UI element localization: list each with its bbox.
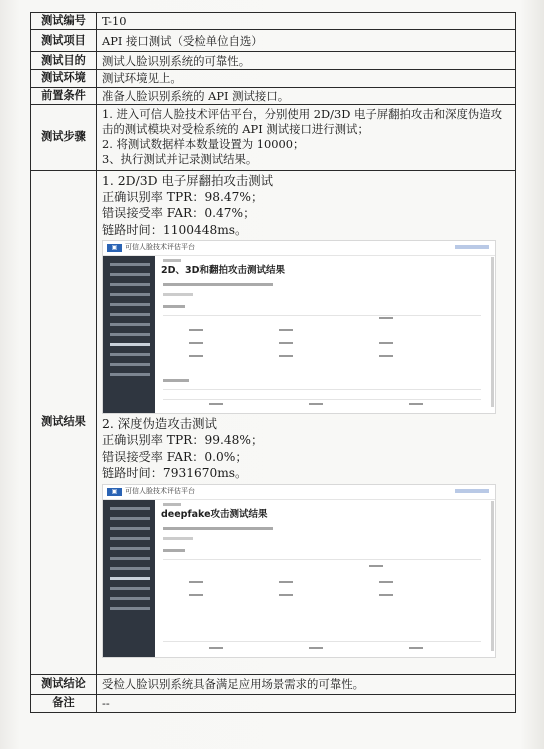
result-1-tpr: 正确识别率 TPR：98.47%； [102, 189, 264, 204]
platform-name: 可信人脸技术评估平台 [125, 486, 195, 495]
label-test-item: 测试项目 [31, 30, 97, 52]
label-preconditions: 前置条件 [31, 87, 97, 104]
row-test-id [31, 13, 516, 30]
label-test-purpose: 测试目的 [31, 52, 97, 70]
platform-logo-icon: ▣ [107, 488, 122, 496]
platform-name: 可信人脸技术评估平台 [125, 243, 195, 252]
result-2-tpr: 正确识别率 TPR：99.48%； [102, 433, 264, 448]
screenshot-heading: deepfake攻击测试结果 [161, 508, 268, 520]
result-1-screenshot [102, 240, 496, 414]
label-test-steps: 测试步骤 [31, 104, 97, 170]
screenshot-topbar [103, 241, 495, 256]
value-test-results [97, 170, 516, 674]
value-test-environment: 测试环境见上。 [97, 70, 516, 87]
row-preconditions [31, 87, 516, 104]
user-area [455, 489, 489, 493]
result-1-time: 链路时间：1100448ms。 [102, 222, 248, 237]
label-test-environment: 测试环境 [31, 70, 97, 87]
row-test-purpose [31, 52, 516, 70]
platform-logo-icon: ▣ [107, 244, 122, 252]
row-test-results [31, 170, 516, 674]
result-2-far: 错误接受率 FAR：0.0%； [102, 449, 248, 464]
step-1: 1. 进入可信人脸技术评估平台，分别使用 2D/3D 电子屏翻拍攻击和深度伪造攻击的测试模块对受检系统的 API 测试接口进行测试； [102, 107, 503, 137]
screenshot-scrollbar [491, 257, 494, 407]
result-2-screenshot [102, 484, 496, 658]
result-1-title: 1. 2D/3D 电子屏翻拍攻击测试 [102, 172, 274, 188]
row-test-environment [31, 70, 516, 87]
value-preconditions: 准备人脸识别系统的 API 测试接口。 [97, 87, 516, 104]
step-2: 2. 将测试数据样本数量设置为 10000； [102, 137, 305, 152]
screenshot-topbar [103, 485, 495, 500]
result-2-time: 链路时间：7931670ms。 [102, 466, 248, 481]
user-area [455, 245, 489, 249]
screenshot-main [159, 257, 491, 413]
screenshot-scrollbar [491, 501, 494, 651]
step-3: 3、执行测试并记录测试结果。 [102, 152, 258, 167]
value-conclusion: 受检人脸识别系统具备满足应用场景需求的可靠性。 [97, 674, 516, 694]
label-test-results: 测试结果 [31, 170, 97, 674]
value-test-purpose: 测试人脸识别系统的可靠性。 [97, 52, 516, 70]
screenshot-sidebar [103, 500, 155, 657]
label-test-id: 测试编号 [31, 13, 97, 30]
value-test-item: API 接口测试（受检单位自选） [97, 30, 516, 52]
result-2-title: 2. 深度伪造攻击测试 [102, 416, 217, 432]
label-remarks: 备注 [31, 694, 97, 712]
row-test-steps [31, 104, 516, 170]
screenshot-heading: 2D、3D和翻拍攻击测试结果 [161, 265, 285, 277]
label-conclusion: 测试结论 [31, 674, 97, 694]
result-1-far: 错误接受率 FAR：0.47%； [102, 206, 256, 221]
row-conclusion [31, 674, 516, 694]
test-record-table [30, 12, 516, 713]
value-test-steps [97, 104, 516, 170]
row-remarks [31, 694, 516, 712]
screenshot-main [159, 501, 491, 657]
value-test-id: T-10 [97, 13, 516, 30]
screenshot-sidebar [103, 256, 155, 413]
value-remarks: -- [97, 694, 516, 712]
row-test-item [31, 30, 516, 52]
